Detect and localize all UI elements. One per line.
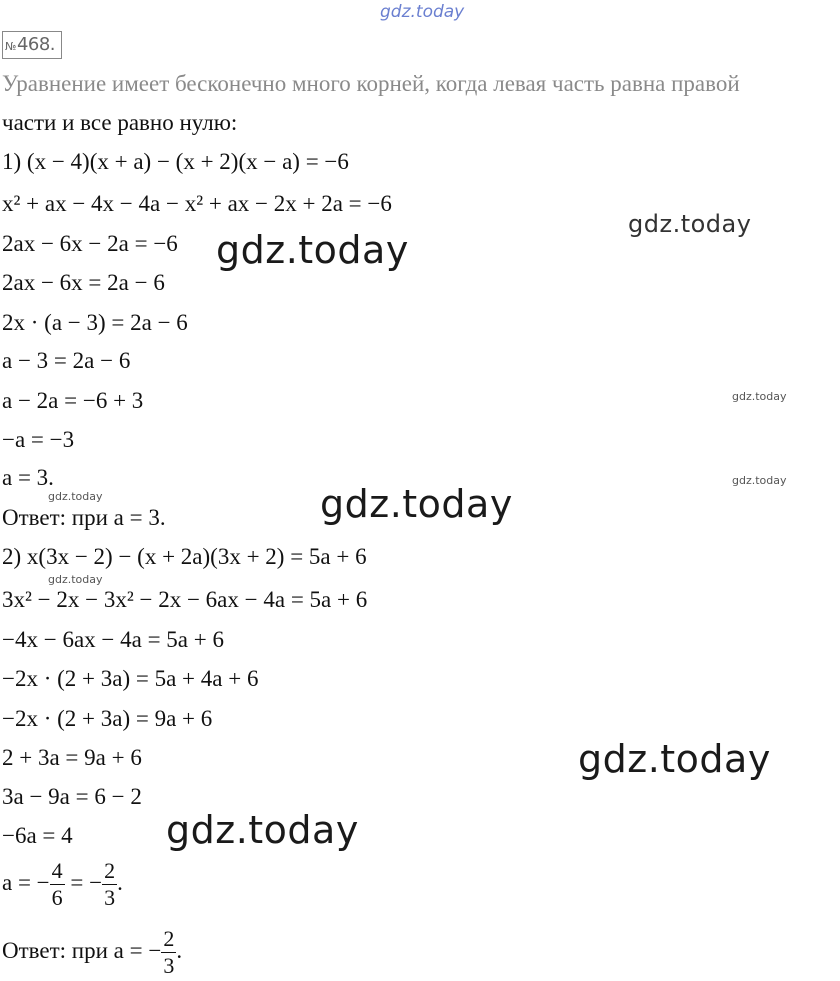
fraction-numerator: 2 (163, 926, 175, 951)
final-lhs: a = − (2, 869, 50, 895)
final-mid: = − (64, 869, 103, 895)
equation-line: 1) (x − 4)(x + a) − (x + 2)(x − a) = −6 (2, 149, 349, 174)
equation-line: 2ax − 6x − 2a = −6 (2, 231, 178, 256)
equation-line: 2) x(3x − 2) − (x + 2a)(3x + 2) = 5a + 6 (2, 544, 367, 569)
fraction-denominator: 6 (51, 885, 63, 910)
answer-1: Ответ: при a = 3. (2, 505, 166, 530)
equation-line: a − 2a = −6 + 3 (2, 388, 144, 413)
watermark: gdz.today (578, 737, 771, 781)
equation-line: −4x − 6ax − 4a = 5a + 6 (2, 627, 224, 652)
watermark: gdz.today (628, 210, 752, 238)
equation-line: 3a − 9a = 6 − 2 (2, 784, 142, 809)
fraction-denominator: 3 (163, 953, 175, 978)
equation-line: −6a = 4 (2, 823, 73, 848)
equation-line: 3x² − 2x − 3x² − 2x − 6ax − 4a = 5a + 6 (2, 587, 368, 612)
equation-line: −a = −3 (2, 427, 75, 452)
watermark: gdz.today (320, 482, 513, 526)
equation-line: −2x · (2 + 3a) = 5a + 4a + 6 (2, 666, 259, 691)
answer-2 (2, 928, 182, 977)
watermark: gdz.today (732, 474, 787, 487)
task-number-badge (2, 31, 62, 59)
number-sign: № (5, 40, 16, 53)
fraction-denominator: 3 (104, 885, 116, 910)
watermark-top: gdz.today (380, 2, 465, 22)
watermark: gdz.today (732, 390, 787, 403)
intro-line-1: Уравнение имеет бесконечно много корней, когда левая часть равна правой (2, 71, 740, 96)
watermark: gdz.today (48, 490, 103, 503)
equation-line: a − 3 = 2a − 6 (2, 348, 131, 373)
equation-line: −2x · (2 + 3a) = 9a + 6 (2, 706, 213, 731)
watermark: gdz.today (216, 228, 409, 272)
equation-line: a = 3. (2, 465, 54, 490)
fraction-numerator: 2 (104, 858, 116, 883)
final-equation (2, 860, 123, 909)
watermark: gdz.today (166, 808, 359, 852)
task-number: 468. (16, 34, 56, 55)
answer-prefix: Ответ: при a = − (2, 937, 162, 963)
fraction (50, 860, 65, 909)
fraction-numerator: 4 (51, 858, 63, 883)
intro-line-2: части и все равно нулю: (2, 110, 238, 135)
equation-line: x² + ax − 4x − 4a − x² + ax − 2x + 2a = −6 (2, 191, 392, 216)
equation-line: 2 + 3a = 9a + 6 (2, 745, 142, 770)
fraction (102, 860, 117, 909)
watermark: gdz.today (48, 573, 103, 586)
answer-end: . (176, 937, 183, 963)
final-end: . (117, 869, 123, 895)
fraction (161, 928, 176, 977)
equation-line: 2x · (a − 3) = 2a − 6 (2, 310, 188, 335)
equation-line: 2ax − 6x = 2a − 6 (2, 270, 165, 295)
